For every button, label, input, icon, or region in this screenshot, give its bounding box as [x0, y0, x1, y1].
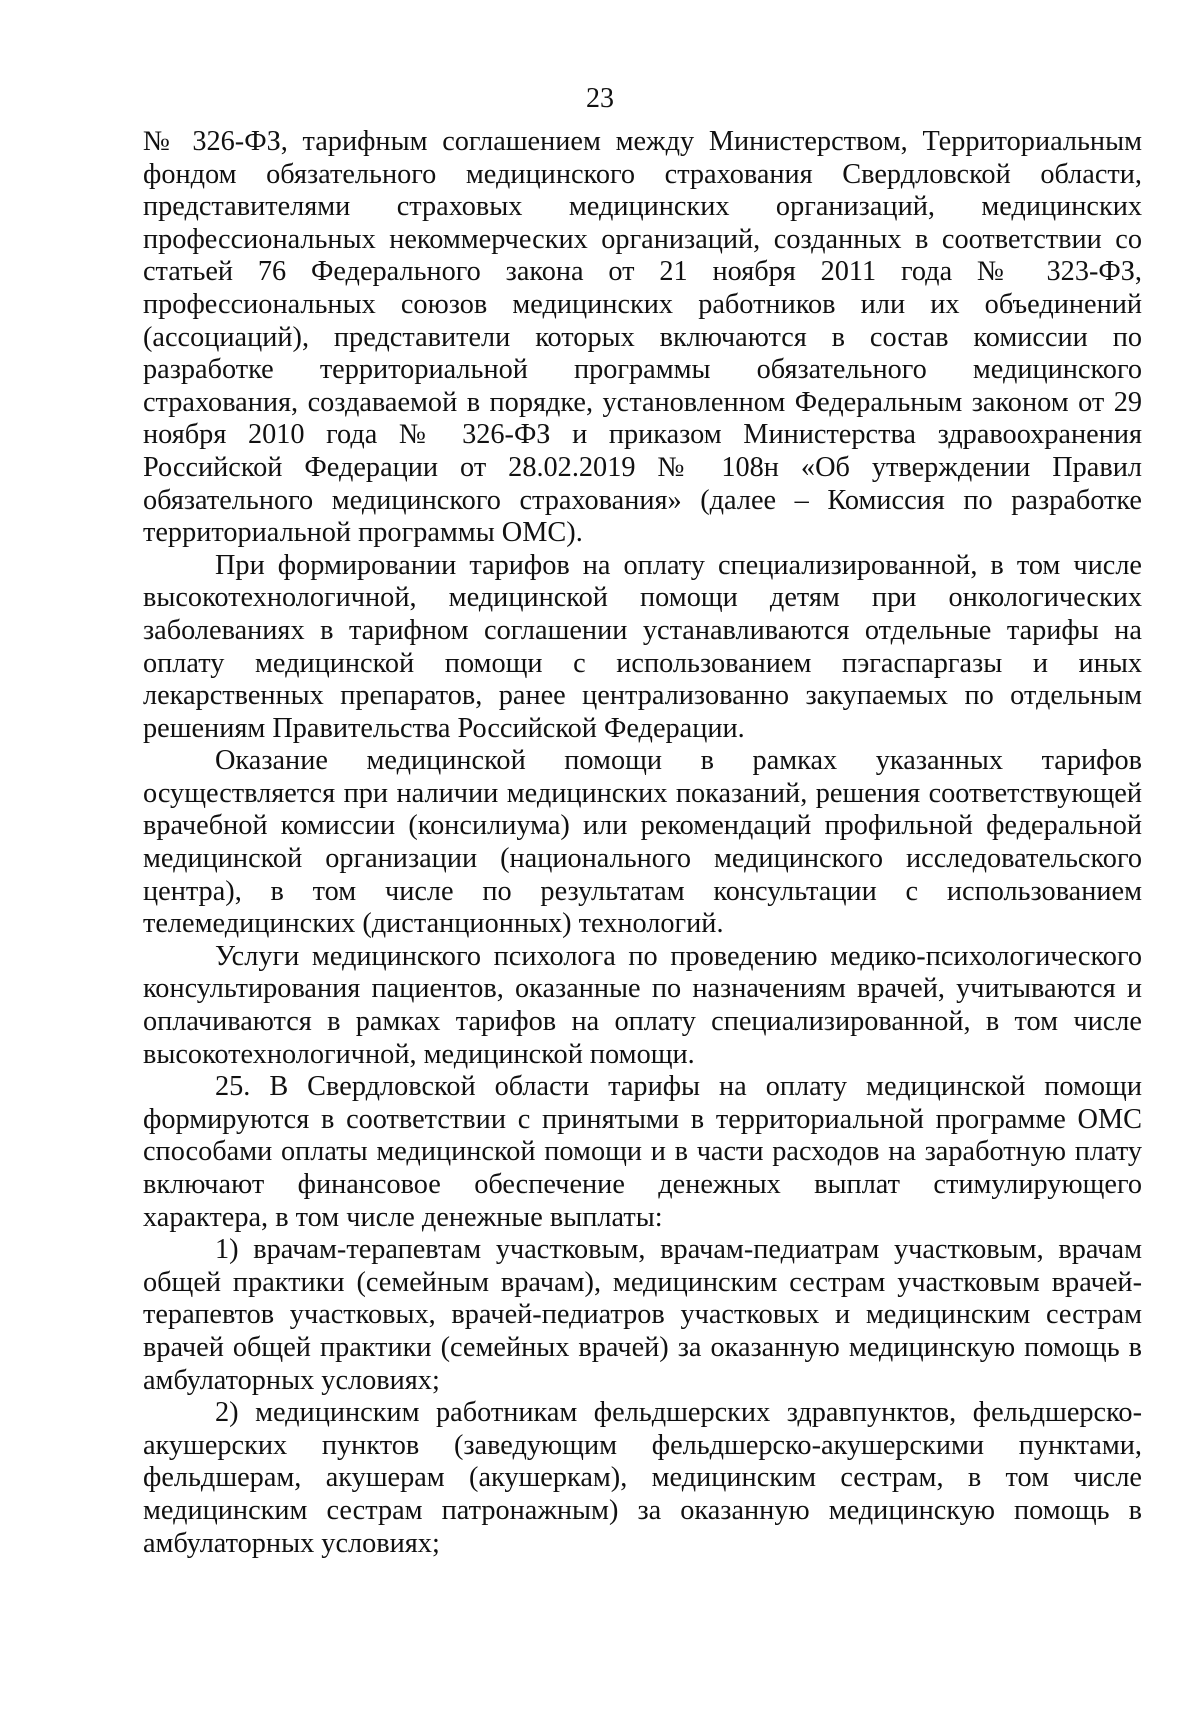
paragraph-psychologist-services: Услуги медицинского психолога по проведению медико-психологического консультирования пациентов, оказанные по назначениям врачей, учитываются и оплачиваются в рамках тарифов на оплату специализированной, в том числе высокотехнологичной, медицинской помощи.: [143, 940, 1142, 1070]
list-item-1: 1) врачам-терапевтам участковым, врачам-педиатрам участковым, врачам общей практики (семейным врачам), медицинским сестрам участковым врачей-терапевтов участковых, врачей-педиатров участковых и медицинским сестрам врачей общей практики (семейных врачей) за оказанную медицинскую помощь в амбулаторных условиях;: [143, 1234, 1142, 1396]
list-item-2: 2) медицинским работникам фельдшерских здравпунктов, фельдшерско-акушерских пунктов (заведующим фельдшерско-акушерскими пунктами, фельдшерам, акушерам (акушеркам), медицинским сестрам, в том числе медицинским сестрам патронажным) за оказанную медицинскую помощь в амбулаторных условиях;: [143, 1397, 1142, 1559]
page-number: 23: [586, 83, 614, 114]
paragraph-commission-definition: № 326-ФЗ, тарифным соглашением между Министерством, Территориальным фондом обязательного медицинского страхования Свердловской области, представителями страховых медицинских организаций, медицинских профессиональных некоммерческих организаций, созданных в соответствии со статьей 76 Федерального закона от 21 ноября 2011 года № 323-ФЗ, профессиональных союзов медицинских работников или их объединений (ассоциаций), представители которых включаются в состав комиссии по разработке территориальной программы обязательного медицинского страхования, создаваемой в порядке, установленном Федеральным законом от 29 ноября 2010 года № 326-ФЗ и приказом Министерства здравоохранения Российской Федерации от 28.02.2019 № 108н «Об утверждении Правил обязательного медицинского страхования» (далее – Комиссия по разработке территориальной программы ОМС).: [143, 126, 1142, 549]
document-body: [143, 126, 1142, 1560]
paragraph-pediatric-oncology-tariffs: При формировании тарифов на оплату специализированной, в том числе высокотехнологичной, медицинской помощи детям при онкологических заболеваниях в тарифном соглашении устанавливаются отдельные тарифы на оплату медицинской помощи с использованием пэгаспаргазы и иных лекарственных препаратов, ранее централизованно закупаемых по отдельным решениям Правительства Российской Федерации.: [143, 549, 1142, 744]
paragraph-section-25: 25. В Свердловской области тарифы на оплату медицинской помощи формируются в соответствии с принятыми в территориальной программе ОМС способами оплаты медицинской помощи и в части расходов на заработную плату включают финансовое обеспечение денежных выплат стимулирующего характера, в том числе денежные выплаты:: [143, 1071, 1142, 1233]
paragraph-medical-indications: Оказание медицинской помощи в рамках указанных тарифов осуществляется при наличии медицинских показаний, решения соответствующей врачебной комиссии (консилиума) или рекомендаций профильной федеральной медицинской организации (национального медицинского исследовательского центра), в том числе по результатам консультации с использованием телемедицинских (дистанционных) технологий.: [143, 745, 1142, 940]
